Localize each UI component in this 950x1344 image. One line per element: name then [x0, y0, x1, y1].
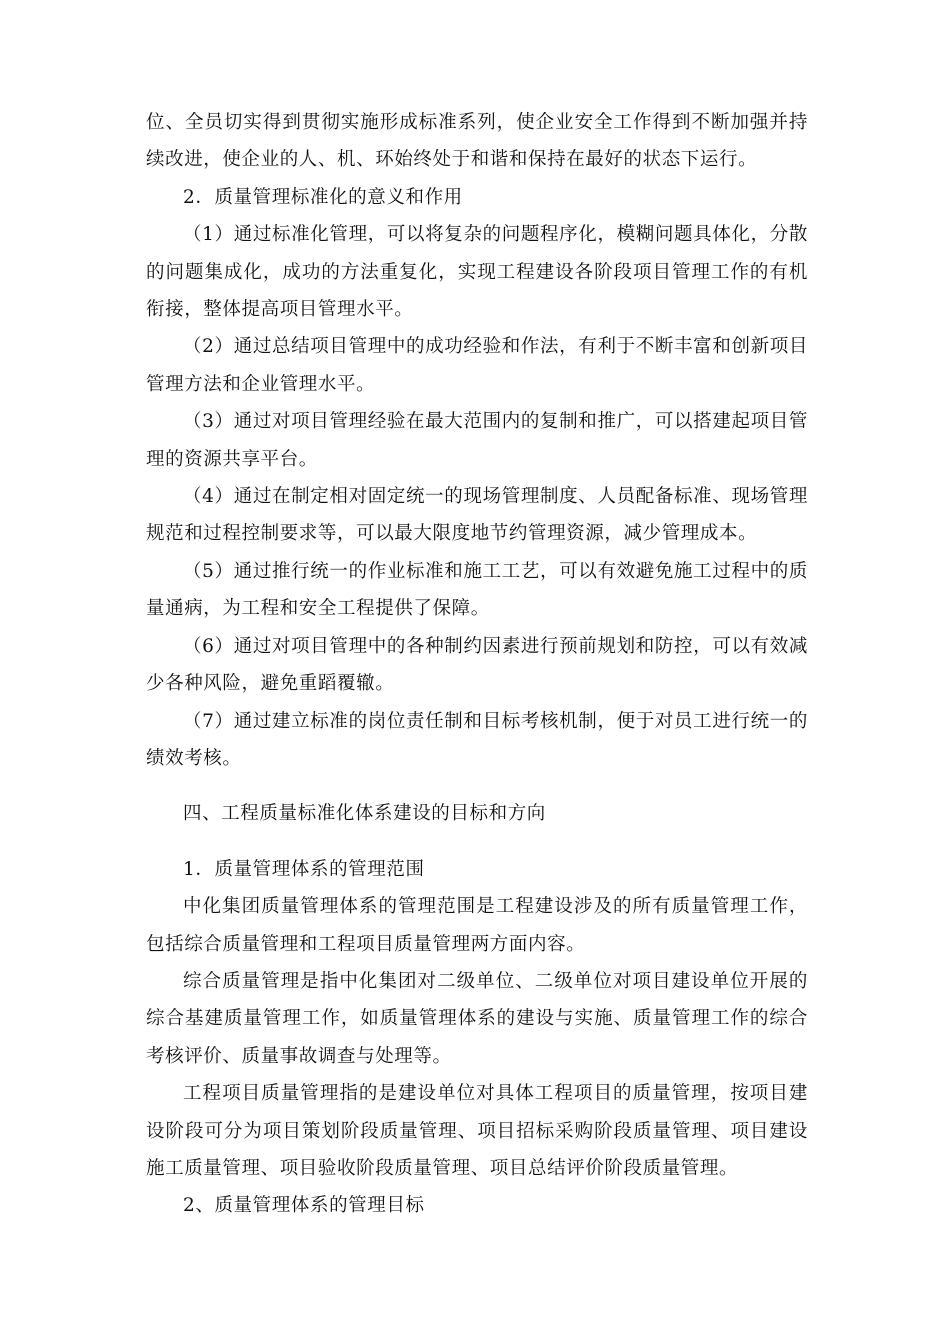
document-body — [146, 104, 808, 1225]
list-item-7: （7）通过建立标准的岗位责任制和目标考核机制，便于对员工进行统一的绩效考核。 — [146, 710, 808, 769]
heading-objectives: 2、质量管理体系的管理目标 — [183, 1195, 425, 1217]
list-item-5: （5）通过推行统一的作业标准和施工工艺，可以有效避免施工过程中的质量通病，为工程和安全工程提供了保障。 — [146, 560, 808, 620]
list-item-6: （6）通过对项目管理中的各种制约因素进行预前规划和防控，可以有效减少各种风险，避免重蹈覆辙。 — [146, 635, 808, 695]
heading-scope: 1．质量管理体系的管理范围 — [183, 858, 425, 880]
list-item-2: （2）通过总结项目管理中的成功经验和作法，有利于不断丰富和创新项目管理方法和企业管理水平。 — [146, 336, 808, 395]
list-item-1: （1）通过标准化管理，可以将复杂的问题程序化，模糊问题具体化，分散的问题集成化，成功的方法重复化，实现工程建设各阶段项目管理工作的有机衔接，整体提高项目管理水平。 — [146, 224, 808, 321]
list-item-4: （4）通过在制定相对固定统一的现场管理制度、人员配备标准、现场管理规范和过程控制要求等，可以最大限度地节约管理资源，减少管理成本。 — [146, 486, 808, 545]
paragraph-continuation: 位、全员切实得到贯彻实施形成标准系列，使企业安全工作得到不断加强并持续改进，使企业的人、机、环始终处于和谐和保持在最好的状态下运行。 — [146, 112, 808, 171]
paragraph-comprehensive-quality: 综合质量管理是指中化集团对二级单位、二级单位对项目建设单位开展的综合基建质量管理工作，如质量管理体系的建设与实施、质量管理工作的综合考核评价、质量事故调查与处理等。 — [146, 970, 808, 1067]
list-item-3: （3）通过对项目管理经验在最大范围内的复制和推广，可以搭建起项目管理的资源共享平台。 — [146, 411, 808, 470]
paragraph-project-quality: 工程项目质量管理指的是建设单位对具体工程项目的质量管理，按项目建设阶段可分为项目策划阶段质量管理、项目招标采购阶段质量管理、项目建设施工质量管理、项目验收阶段质量管理、项目总结评价阶段质量管理。 — [146, 1083, 808, 1179]
paragraph-scope: 中化集团质量管理体系的管理范围是工程建设涉及的所有质量管理工作，包括综合质量管理和工程项目质量管理两方面内容。 — [146, 896, 808, 955]
section-heading-four: 四、工程质量标准化体系建设的目标和方向 — [183, 803, 546, 825]
heading-significance: 2．质量管理标准化的意义和作用 — [183, 186, 463, 208]
